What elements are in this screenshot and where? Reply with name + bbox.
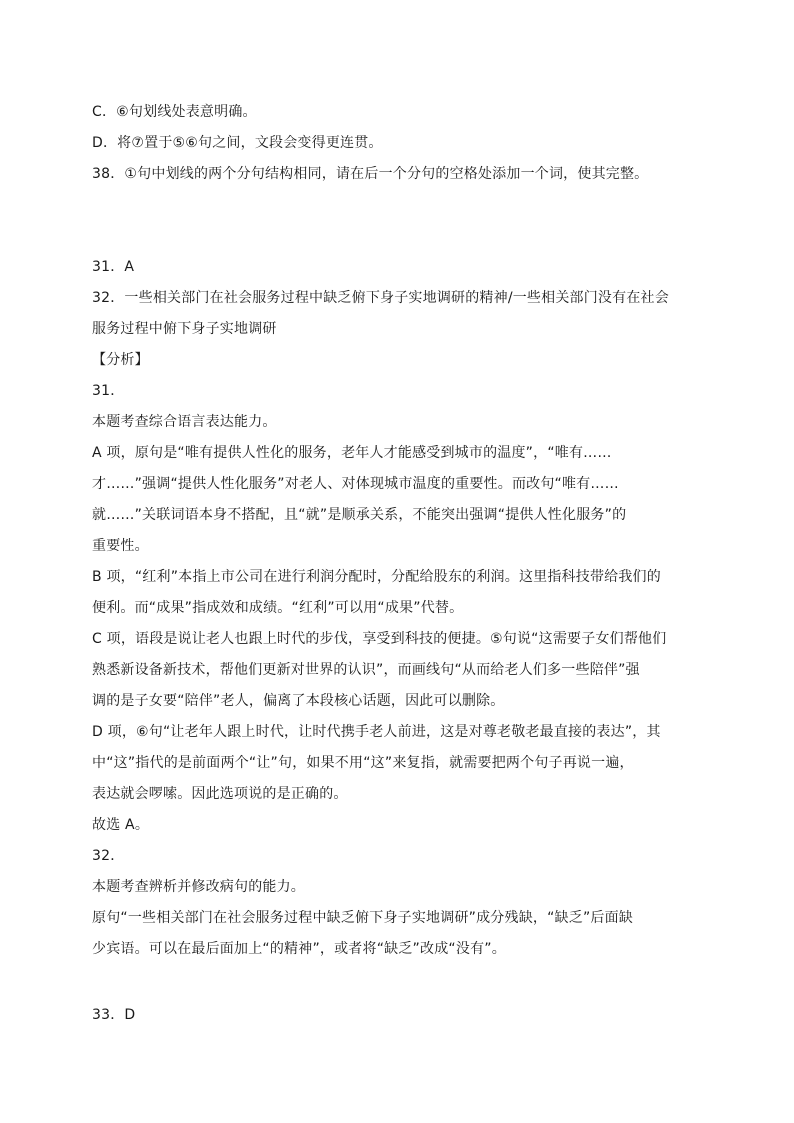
answer-33: 33．D <box>92 1007 136 1023</box>
option-c: C．⑥句划线处表意明确。 <box>92 104 257 120</box>
analysis-31-d-line-2: 中“这”指代的是前面两个“让”句，如果不用“这”来复指，就需要把两个句子再说一遍， <box>92 755 634 771</box>
analysis-32-number: 32． <box>92 848 125 864</box>
analysis-31-c-line-2: 熟悉新设备新技术，帮他们更新对世界的认识”，而画线句“从而给老人们多一些陪伴”强 <box>92 662 640 678</box>
analysis-32-line-2: 少宾语。可以在最后面加上“的精神”，或者将“缺乏”改成“没有”。 <box>92 941 506 957</box>
analysis-31-a-line-1: A 项，原句是“唯有提供人性化的服务，老年人才能感受到城市的温度”，“唯有…… <box>92 445 612 461</box>
analysis-31-b-line-2: 便利。而“成果”指成效和成绩。“红利”可以用“成果”代替。 <box>92 600 464 616</box>
analysis-31-a-line-3: 就……”关联词语本身不搭配，且“就”是顺承关系，不能突出强调“提供人性化服务”的 <box>92 507 627 523</box>
analysis-31-c-line-3: 调的是子女要“陪伴”老人，偏离了本段核心话题，因此可以删除。 <box>92 693 505 709</box>
analysis-31-d-line-1: D 项，⑥句“让老年人跟上时代，让时代携手老人前进，这是对尊老敬老最直接的表达”，其 <box>92 724 661 740</box>
analysis-31-a-line-4: 重要性。 <box>92 538 149 554</box>
answer-31: 31．A <box>92 259 135 275</box>
answer-32-line-2: 服务过程中俯下身子实地调研 <box>92 321 277 337</box>
analysis-31-b-line-1: B 项，“红利”本指上市公司在进行利润分配时，分配给股东的利润。这里指科技带给我们的 <box>92 569 661 585</box>
analysis-31-number: 31． <box>92 383 125 399</box>
analysis-32-line-1: 原句“一些相关部门在社会服务过程中缺乏俯下身子实地调研”成分残缺，“缺乏”后面缺 <box>92 910 634 926</box>
analysis-32-intro: 本题考查辨析并修改病句的能力。 <box>92 879 305 895</box>
analysis-heading: 【分析】 <box>92 352 149 368</box>
analysis-31-c-line-1: C 项，语段是说让老人也跟上时代的步伐，享受到科技的便捷。⑤句说“这需要子女们帮他们 <box>92 631 667 647</box>
analysis-31-a-line-2: 才……”强调“提供人性化服务”对老人、对体现城市温度的重要性。而改句“唯有…… <box>92 476 619 492</box>
option-d: D．将⑦置于⑤⑥句之间，文段会变得更连贯。 <box>92 135 383 151</box>
analysis-31-d-line-3: 表达就会啰嗦。因此选项说的是正确的。 <box>92 786 348 802</box>
analysis-31-intro: 本题考查综合语言表达能力。 <box>92 414 277 430</box>
analysis-31-conclusion: 故选 A。 <box>92 817 150 833</box>
answer-32-line-1: 32．一些相关部门在社会服务过程中缺乏俯下身子实地调研的精神/一些相关部门没有在社会 <box>92 290 669 306</box>
question-38: 38．①句中划线的两个分句结构相同，请在后一个分句的空格处添加一个词，使其完整。 <box>92 166 649 182</box>
